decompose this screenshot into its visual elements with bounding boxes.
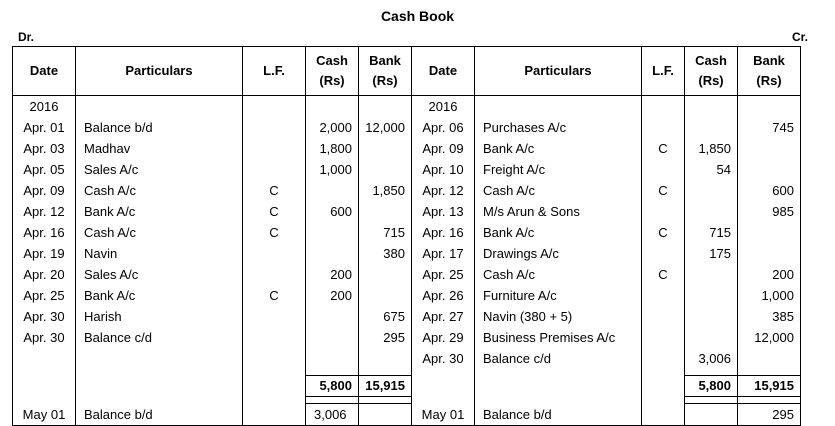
credit-date: Apr. 17: [412, 243, 475, 264]
debit-cash: 1,000: [306, 159, 359, 180]
debit-date: Apr. 30: [13, 327, 76, 348]
blank-cell: [642, 376, 685, 397]
totals-row: [13, 376, 801, 397]
debit-bank: 715: [359, 222, 412, 243]
credit-lf: C: [642, 180, 685, 201]
credit-cash: [685, 285, 738, 306]
credit-lf: [642, 243, 685, 264]
table-row: [13, 180, 801, 201]
debit-lf: [243, 243, 306, 264]
spacer-cell: [685, 397, 738, 404]
credit-particulars: Bank A/c: [475, 138, 642, 159]
debit-date: Apr. 16: [13, 222, 76, 243]
blank-cell: [412, 376, 475, 397]
table-row: [13, 264, 801, 285]
table-row: [13, 138, 801, 159]
debit-particulars: Sales A/c: [76, 159, 243, 180]
header-bank: Bank (Rs): [738, 47, 801, 96]
credit-bank: 985: [738, 201, 801, 222]
table-header: [13, 47, 801, 96]
debit-bank: [359, 285, 412, 306]
credit-lf: [642, 159, 685, 180]
debit-bank: [359, 404, 412, 426]
blank-cell: [475, 376, 642, 397]
table-row: [13, 159, 801, 180]
credit-date: Apr. 29: [412, 327, 475, 348]
debit-lf: C: [243, 180, 306, 201]
credit-bank: 745: [738, 117, 801, 138]
credit-particulars: Furniture A/c: [475, 285, 642, 306]
credit-lf: [642, 201, 685, 222]
spacer-cell: [412, 397, 475, 404]
credit-particulars: Cash A/c: [475, 180, 642, 201]
left-year: 2016: [13, 96, 76, 118]
credit-bank: 295: [738, 404, 801, 426]
credit-cash: [685, 327, 738, 348]
credit-date: Apr. 13: [412, 201, 475, 222]
debit-bank: 1,850: [359, 180, 412, 201]
credit-lf: [642, 327, 685, 348]
credit-cash: 3,006: [685, 348, 738, 369]
header-date: Date: [13, 47, 76, 96]
header-particulars: Particulars: [76, 47, 243, 96]
debit-lf: [243, 404, 306, 426]
credit-bank: [738, 243, 801, 264]
credit-bank: 200: [738, 264, 801, 285]
debit-cash: 600: [306, 201, 359, 222]
credit-cash: [685, 404, 738, 426]
spacer-cell: [475, 397, 642, 404]
debit-side-label: Dr.: [18, 30, 35, 44]
credit-cash: [685, 117, 738, 138]
debit-bank-total: 15,915: [359, 376, 412, 397]
debit-date: Apr. 03: [13, 138, 76, 159]
debit-bank: [359, 264, 412, 285]
debit-date: Apr. 12: [13, 201, 76, 222]
credit-cash: [685, 264, 738, 285]
debit-bank: 12,000: [359, 117, 412, 138]
debit-lf: C: [243, 285, 306, 306]
credit-particulars: M/s Arun & Sons: [475, 201, 642, 222]
debit-particulars: Harish: [76, 306, 243, 327]
debit-particulars: [76, 348, 243, 369]
credit-bank: [738, 138, 801, 159]
debit-cash: 2,000: [306, 117, 359, 138]
debit-bank: [359, 348, 412, 369]
credit-bank: [738, 348, 801, 369]
credit-date: Apr. 30: [412, 348, 475, 369]
debit-date: May 01: [13, 404, 76, 426]
debit-lf: [243, 264, 306, 285]
closing-balance-row: [13, 404, 801, 426]
blank-cell: [76, 376, 243, 397]
debit-lf: [243, 117, 306, 138]
debit-date: Apr. 20: [13, 264, 76, 285]
debit-lf: C: [243, 222, 306, 243]
table-row: [13, 243, 801, 264]
credit-particulars: Purchases A/c: [475, 117, 642, 138]
debit-lf: C: [243, 201, 306, 222]
credit-lf: [642, 117, 685, 138]
credit-lf: [642, 404, 685, 426]
debit-date: Apr. 30: [13, 306, 76, 327]
credit-bank: 12,000: [738, 327, 801, 348]
table-row: [13, 222, 801, 243]
year-row: [13, 96, 801, 118]
debit-lf: [243, 306, 306, 327]
debit-cash-total: 5,800: [306, 376, 359, 397]
blank-cell: [243, 376, 306, 397]
credit-date: Apr. 12: [412, 180, 475, 201]
debit-cash: [306, 327, 359, 348]
cash-book-table: [12, 46, 801, 426]
debit-date: Apr. 09: [13, 180, 76, 201]
header-bank: Bank (Rs): [359, 47, 412, 96]
debit-cash: 3,006: [306, 404, 359, 426]
spacer-cell: [13, 397, 76, 404]
debit-cash: [306, 222, 359, 243]
credit-bank-total: 15,915: [738, 376, 801, 397]
credit-cash: 1,850: [685, 138, 738, 159]
debit-cash: 200: [306, 264, 359, 285]
debit-particulars: Balance c/d: [76, 327, 243, 348]
spacer-cell: [359, 397, 412, 404]
debit-lf: [243, 138, 306, 159]
credit-cash: [685, 180, 738, 201]
credit-date: Apr. 16: [412, 222, 475, 243]
debit-particulars: Balance b/d: [76, 117, 243, 138]
debit-date: [13, 348, 76, 369]
debit-date: Apr. 19: [13, 243, 76, 264]
debit-particulars: Cash A/c: [76, 222, 243, 243]
credit-cash: 175: [685, 243, 738, 264]
credit-cash-total: 5,800: [685, 376, 738, 397]
debit-lf: [243, 159, 306, 180]
debit-bank: 675: [359, 306, 412, 327]
credit-date: Apr. 27: [412, 306, 475, 327]
header-particulars: Particulars: [475, 47, 642, 96]
credit-date: Apr. 10: [412, 159, 475, 180]
debit-particulars: Bank A/c: [76, 285, 243, 306]
table-row: [13, 201, 801, 222]
credit-cash: 54: [685, 159, 738, 180]
debit-particulars: Navin: [76, 243, 243, 264]
credit-particulars: Navin (380 + 5): [475, 306, 642, 327]
spacer-cell: [76, 397, 243, 404]
credit-lf: [642, 285, 685, 306]
table-row: [13, 348, 801, 369]
spacer-cell: [243, 397, 306, 404]
table-row: [13, 327, 801, 348]
right-year: 2016: [412, 96, 475, 118]
debit-cash: 200: [306, 285, 359, 306]
page-title: Cash Book: [380, 8, 455, 24]
credit-bank: 385: [738, 306, 801, 327]
credit-date: Apr. 26: [412, 285, 475, 306]
debit-particulars: Madhav: [76, 138, 243, 159]
debit-lf: [243, 348, 306, 369]
credit-particulars: Cash A/c: [475, 264, 642, 285]
spacer-row: [13, 397, 801, 404]
credit-lf: C: [642, 264, 685, 285]
credit-lf: C: [642, 138, 685, 159]
credit-lf: C: [642, 222, 685, 243]
debit-cash: [306, 348, 359, 369]
credit-bank: 600: [738, 180, 801, 201]
debit-date: Apr. 25: [13, 285, 76, 306]
table-row: [13, 306, 801, 327]
debit-cash: 1,800: [306, 138, 359, 159]
credit-particulars: Balance c/d: [475, 348, 642, 369]
credit-particulars: Freight A/c: [475, 159, 642, 180]
debit-particulars: Balance b/d: [76, 404, 243, 426]
debit-cash: [306, 243, 359, 264]
debit-date: Apr. 05: [13, 159, 76, 180]
credit-date: May 01: [412, 404, 475, 426]
header-cash: Cash (Rs): [306, 47, 359, 96]
debit-date: Apr. 01: [13, 117, 76, 138]
blank-cell: [13, 376, 76, 397]
credit-particulars: Business Premises A/c: [475, 327, 642, 348]
header-cash: Cash (Rs): [685, 47, 738, 96]
credit-cash: 715: [685, 222, 738, 243]
credit-lf: [642, 306, 685, 327]
credit-date: Apr. 25: [412, 264, 475, 285]
spacer-cell: [306, 397, 359, 404]
credit-bank: 1,000: [738, 285, 801, 306]
debit-particulars: Cash A/c: [76, 180, 243, 201]
debit-bank: 380: [359, 243, 412, 264]
credit-bank: [738, 159, 801, 180]
credit-particulars: Drawings A/c: [475, 243, 642, 264]
debit-bank: [359, 201, 412, 222]
credit-cash: [685, 306, 738, 327]
debit-bank: [359, 138, 412, 159]
debit-bank: 295: [359, 327, 412, 348]
credit-particulars: Bank A/c: [475, 222, 642, 243]
credit-date: Apr. 06: [412, 117, 475, 138]
debit-particulars: Sales A/c: [76, 264, 243, 285]
debit-bank: [359, 159, 412, 180]
header-lf: L.F.: [642, 47, 685, 96]
credit-lf: [642, 348, 685, 369]
table-row: [13, 117, 801, 138]
header-date: Date: [412, 47, 475, 96]
table-row: [13, 285, 801, 306]
debit-cash: [306, 180, 359, 201]
spacer-cell: [738, 397, 801, 404]
debit-lf: [243, 327, 306, 348]
spacer-cell: [642, 397, 685, 404]
credit-side-label: Cr.: [792, 30, 809, 44]
credit-bank: [738, 222, 801, 243]
credit-particulars: Balance b/d: [475, 404, 642, 426]
debit-cash: [306, 306, 359, 327]
header-lf: L.F.: [243, 47, 306, 96]
credit-date: Apr. 09: [412, 138, 475, 159]
debit-particulars: Bank A/c: [76, 201, 243, 222]
credit-cash: [685, 201, 738, 222]
